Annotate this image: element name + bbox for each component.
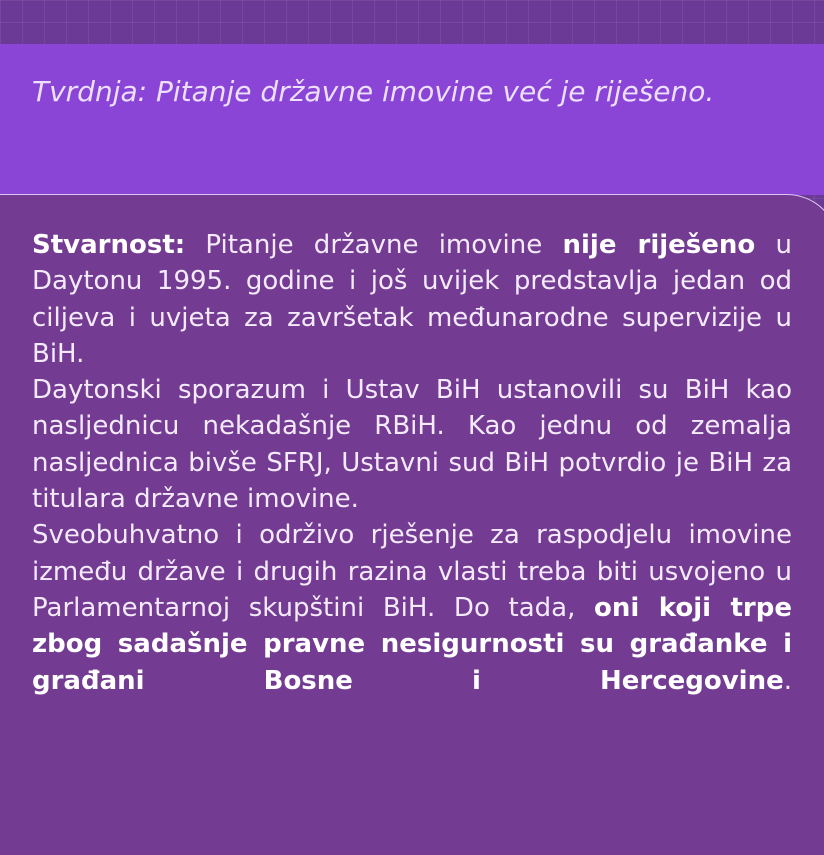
p3-end: . (783, 665, 792, 696)
reality-paragraph-3 (32, 517, 792, 698)
p3-emphasis: oni koji trpe zbog sadašnje pravne nesigurnosti su građanke i građani Bosne i Hercegovine (32, 592, 792, 696)
p3-text-a: Sveobuhvatno i održivo rješenje za raspodjelu imovine između države i drugih razina vlasti treba biti usvojeno u Parlamentarnoj skupštini BiH. Do tada, (32, 520, 792, 623)
p1-text-a: Pitanje državne imovine (185, 230, 563, 260)
p2-text: Daytonski sporazum i Ustav BiH ustanovili su BiH kao nasljednicu nekadašnje RBiH. Kao jednu od zemalja nasljednica bivše SFRJ, Ustavni sud BiH potvrdio je BiH za titulara državne imovine. (32, 375, 792, 515)
reality-paragraph-2 (32, 372, 792, 517)
p1-emphasis: nije riješeno (562, 230, 756, 260)
reality-paragraph-1 (32, 227, 792, 372)
claim-text: Tvrdnja: Pitanje državne imovine već je riješeno. (32, 75, 715, 108)
p1-text-b: u Daytonu 1995. godine i još uvijek predstavlja jedan od ciljeva i uvjeta za završetak međunarodne supervizije u BiH. (32, 230, 792, 369)
reality-body (32, 227, 792, 699)
reality-label: Stvarnost: (32, 230, 186, 260)
claim-banner (0, 44, 824, 195)
